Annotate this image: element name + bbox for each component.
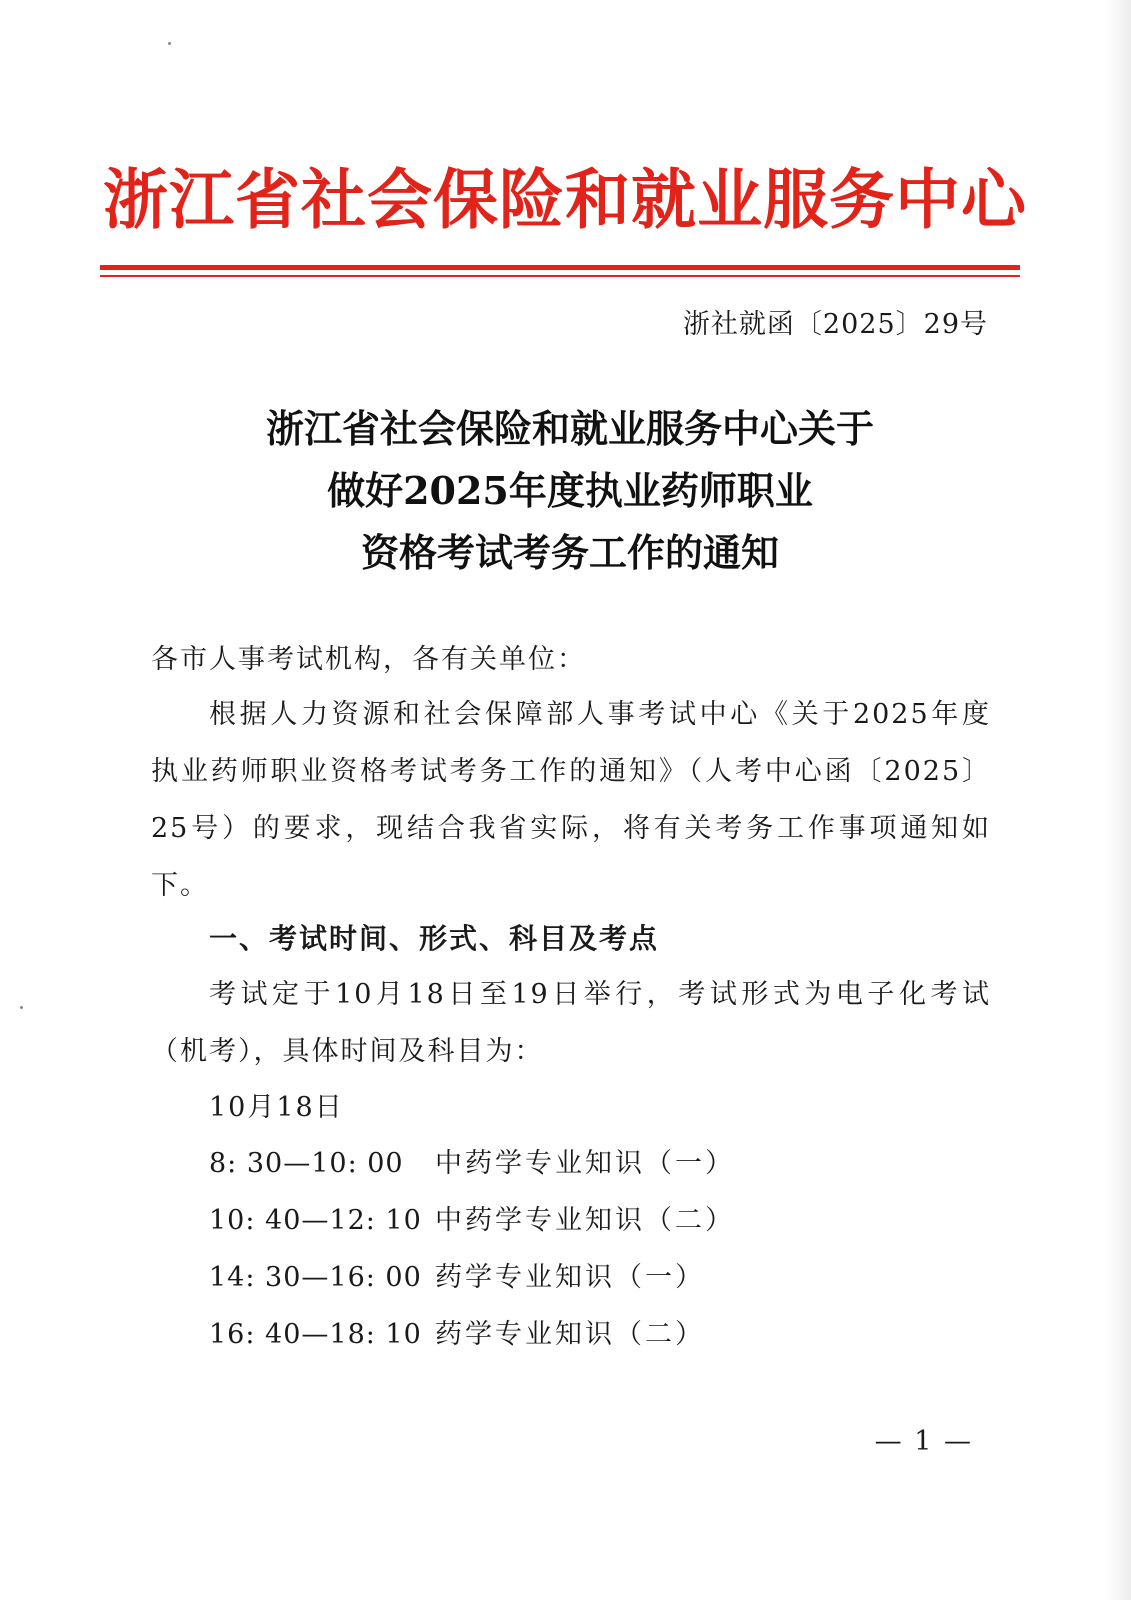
- paragraph-2: [151, 966, 991, 1080]
- paragraph-line: 25号）的要求，现结合我省实际，将有关考务工作事项通知如: [151, 813, 991, 844]
- salutation: 各市人事考试机构，各有关单位：: [151, 644, 586, 675]
- paragraph-line: 考试定于10月18日至19日举行，考试形式为电子化考试: [209, 979, 991, 1010]
- header-organization: 浙江省社会保险和就业服务中心: [102, 162, 1027, 238]
- schedule-subject: 中药学专业知识（二）: [435, 1205, 735, 1236]
- paragraph-line: 执业药师职业资格考试考务工作的通知》（人考中心函〔2025〕: [151, 756, 991, 787]
- header-red-rule-thin: [100, 275, 1020, 277]
- header-red-rule-thick: [100, 265, 1020, 270]
- schedule-row: [209, 1306, 735, 1363]
- scan-speck: [168, 42, 171, 45]
- paragraph-line: （机考），具体时间及科目为：: [151, 1036, 544, 1067]
- schedule-row: [209, 1249, 735, 1306]
- paragraph-line: 下。: [151, 870, 209, 901]
- title-line: 做好2025年度执业药师职业: [327, 468, 813, 513]
- schedule-time: 16: 40—18: 10: [209, 1319, 422, 1350]
- schedule-time: 10: 40—12: 10: [209, 1205, 422, 1236]
- schedule-subject: 中药学专业知识（一）: [435, 1148, 735, 1179]
- page-number: — 1 —: [874, 1426, 973, 1457]
- exam-date: 10月18日: [209, 1092, 344, 1123]
- document-title: [150, 398, 990, 584]
- schedule-time: 8: 30—10: 00: [209, 1148, 404, 1179]
- schedule-row: [209, 1135, 735, 1192]
- scan-speck: [20, 1006, 23, 1009]
- schedule-subject: 药学专业知识（一）: [435, 1262, 705, 1293]
- schedule-time: 14: 30—16: 00: [209, 1262, 422, 1293]
- title-line: 浙江省社会保险和就业服务中心关于: [265, 406, 874, 451]
- title-line: 资格考试考务工作的通知: [360, 530, 779, 575]
- schedule-subject: 药学专业知识（二）: [435, 1319, 705, 1350]
- section-heading-1: 一、考试时间、形式、科目及考点: [209, 922, 660, 955]
- schedule-row: [209, 1192, 735, 1249]
- paragraph-1: [151, 686, 991, 914]
- paragraph-line: 根据人力资源和社会保障部人事考试中心《关于2025年度: [209, 699, 991, 730]
- document-number: 浙社就函〔2025〕29号: [682, 309, 988, 340]
- exam-schedule: [209, 1135, 735, 1363]
- scan-edge-shadow: [1105, 0, 1131, 1600]
